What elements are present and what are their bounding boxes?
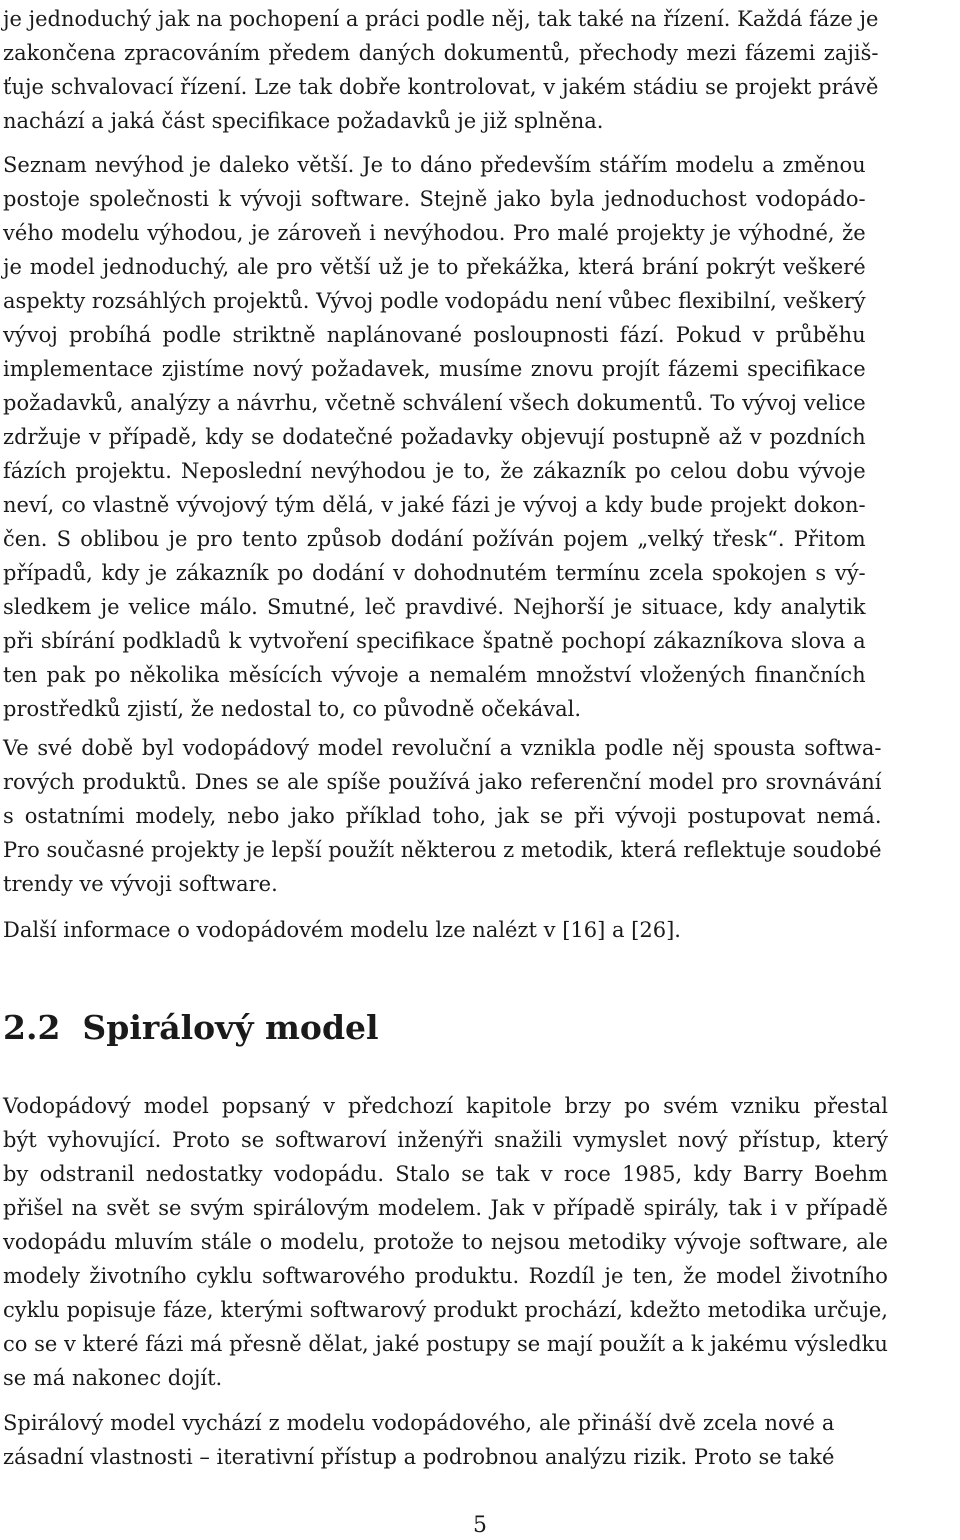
text-line: prostředků zjistí, že nedostal to, co původně očekával.: [3, 697, 581, 721]
section-title: Spirálový model: [82, 1008, 379, 1047]
text-line: cyklu popisuje fáze, kterými softwarový produkt prochází, kdežto metodika určuje,: [3, 1298, 888, 1322]
text-line: přišel na svět se svým spirálovým modelem. Jak v případě spirály, tak i v případě: [3, 1196, 888, 1220]
text-line: Pro současné projekty je lepší použít některou z metodik, která reflektuje soudobé: [3, 838, 882, 862]
text-line: zdržuje v případě, kdy se dodatečné požadavky objevují postupně až v pozdních: [3, 425, 866, 449]
text-line: vého modelu výhodou, je zároveň i nevýhodou. Pro malé projekty je výhodné, že: [3, 221, 866, 245]
text-line: rových produktů. Dnes se ale spíše používá jako referenční model pro srovnávání: [3, 770, 882, 794]
text-line: postoje společnosti k vývoji software. Stejně jako byla jednoduchost vodopádo-: [3, 187, 866, 211]
paragraph-spiral-intro: [3, 1089, 888, 1395]
text-line: Ve své době byl vodopádový model revoluční a vznikla podle něj spousta softwa-: [3, 736, 882, 760]
text-line: sledkem je velice málo. Smutné, leč pravdivé. Nejhorší je situace, kdy analytik: [3, 595, 866, 619]
text-line: by odstranil nedostatky vodopádu. Stalo se tak v roce 1985, kdy Barry Boehm: [3, 1162, 888, 1186]
paragraph-waterfall-disadvantages: [3, 148, 866, 726]
text-line: aspekty rozsáhlých projektů. Vývoj podle vodopádu není vůbec flexibilní, veškerý: [3, 289, 866, 313]
text-line: ťuje schvalovací řízení. Lze tak dobře kontrolovat, v jakém stádiu se projekt právě: [3, 75, 879, 99]
text-line: ten pak po několika měsících vývoje a nemalém množství vložených finančních: [3, 663, 866, 687]
text-line: modely životního cyklu softwarového produktu. Rozdíl je ten, že model životního: [3, 1264, 888, 1288]
text-line: zásadní vlastnosti – iterativní přístup a podrobnou analýzu rizik. Proto se také: [3, 1445, 835, 1469]
page-number: 5: [473, 1513, 487, 1538]
text-line: Vodopádový model popsaný v předchozí kapitole brzy po svém vzniku přestal: [3, 1094, 888, 1118]
paragraph-spiral-properties: [3, 1406, 834, 1474]
text-line: vodopádu mluvím stále o modelu, protože to nejsou metodiky vývoje software, ale: [3, 1230, 888, 1254]
section-number: 2.2: [3, 1008, 61, 1047]
text-line: se má nakonec dojít.: [3, 1366, 223, 1390]
text-line: Spirálový model vychází z modelu vodopádového, ale přináší dvě zcela nové a: [3, 1411, 835, 1435]
text-line: čen. S oblibou je pro tento způsob dodání požíván pojem „velký třesk“. Přitom: [3, 527, 866, 551]
text-line: je model jednoduchý, ale pro větší už je to překážka, která brání pokrýt veškeré: [3, 255, 866, 279]
text-line: při sbírání podkladů k vytvoření specifikace špatně pochopí zákazníkova slova a: [3, 629, 866, 653]
text-line: co se v které fázi má přesně dělat, jaké postupy se mají použít a k jakému výsledku: [3, 1332, 888, 1356]
text-line: Seznam nevýhod je daleko větší. Je to dáno především stářím modelu a změnou: [3, 153, 866, 177]
paragraph-waterfall-advantages: [3, 2, 878, 138]
paragraph-waterfall-legacy: [3, 731, 882, 901]
text-line: případů, kdy je zákazník po dodání v dohodnutém termínu zcela spokojen s vý-: [3, 561, 866, 585]
text-line: nachází a jaká část specifikace požadavků je již splněna.: [3, 109, 604, 133]
paragraph-references: [3, 913, 681, 947]
text-line: fázích projektu. Neposlední nevýhodou je to, že zákazník po celou dobu vývoje: [3, 459, 866, 483]
text-line: zakončena zpracováním předem daných dokumentů, přechody mezi fázemi zajiš-: [3, 41, 879, 65]
text-line: s ostatními modely, nebo jako příklad toho, jak se při vývoji postupovat nemá.: [3, 804, 882, 828]
text-line: být vyhovující. Proto se softwaroví inženýři snažili vymyslet nový přístup, který: [3, 1128, 888, 1152]
text-line: Další informace o vodopádovém modelu lze nalézt v [16] a [26].: [3, 918, 681, 942]
text-line: neví, co vlastně vývojový tým dělá, v jaké fázi je vývoj a kdy bude projekt dokon-: [3, 493, 866, 517]
section-heading: [3, 1003, 379, 1053]
text-line: požadavků, analýzy a návrhu, včetně schválení všech dokumentů. To vývoj velice: [3, 391, 866, 415]
text-line: implementace zjistíme nový požadavek, musíme znovu projít fázemi specifikace: [3, 357, 866, 381]
text-line: je jednoduchý jak na pochopení a práci podle něj, tak také na řízení. Každá fáze je: [3, 7, 879, 31]
text-line: vývoj probíhá podle striktně naplánované posloupnosti fází. Pokud v průběhu: [3, 323, 866, 347]
text-line: trendy ve vývoji software.: [3, 872, 278, 896]
